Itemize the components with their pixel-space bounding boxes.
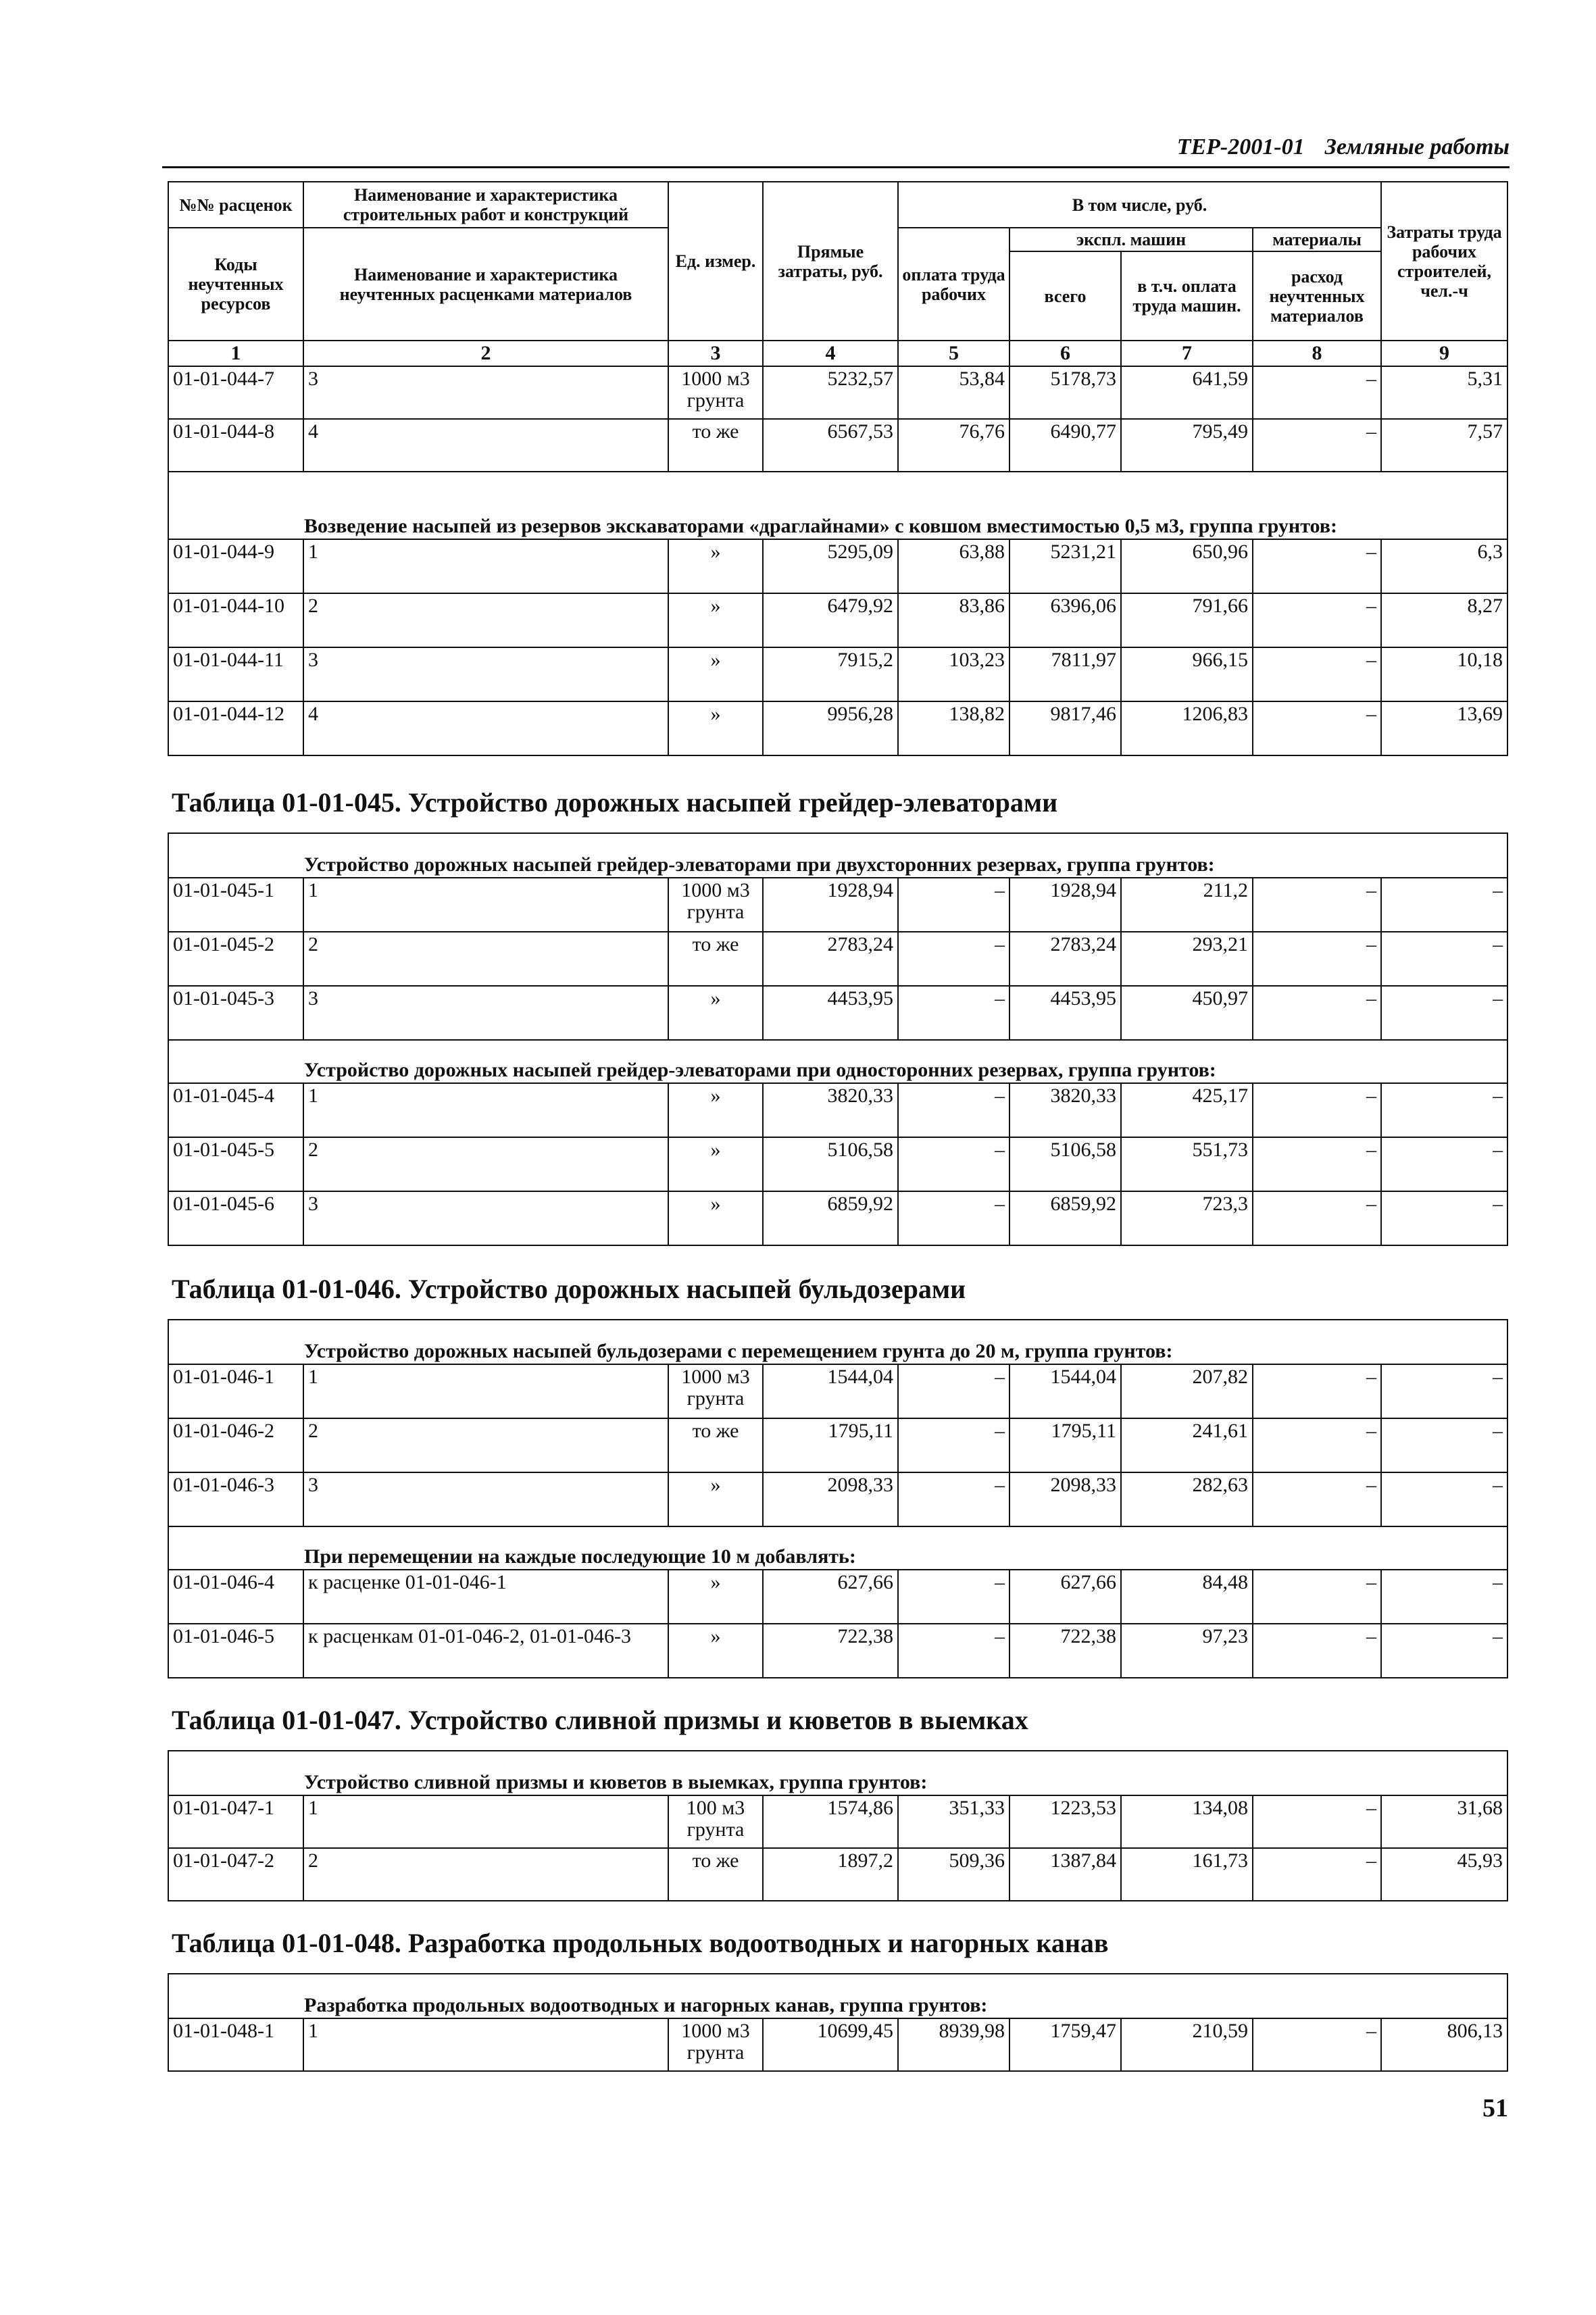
cell-unit: » [668,539,763,593]
table-row [168,1795,1507,1848]
col-header-worker-pay: оплата труда рабочих [898,228,1009,341]
cell-material-usage: – [1253,701,1381,755]
table-01-01-047 [168,1750,1508,1901]
cell-rate-code: 01-01-046-3 [168,1472,303,1526]
cell-work-name: 3 [303,647,668,701]
cell-unit: то же [668,1848,763,1901]
table-46-title: Таблица 01-01-046. Устройство дорожных насыпей бульдозерами [172,1274,966,1304]
cell-direct-cost: 6479,92 [763,593,898,647]
cell-machine-cost: 5106,58 [1009,1137,1121,1191]
cell-direct-cost: 7915,2 [763,647,898,701]
cell-work-name: 1 [303,1795,668,1848]
cell-rate-code: 01-01-047-2 [168,1848,303,1901]
cell-unit: » [668,1624,763,1678]
cell-rate-code: 01-01-044-12 [168,701,303,755]
cell-machine-cost: 6859,92 [1009,1191,1121,1245]
cell-machine-cost: 1223,53 [1009,1795,1121,1848]
cell-labor-hours: 8,27 [1381,593,1507,647]
cell-worker-pay: – [898,1570,1009,1624]
cell-unit: 1000 м3 грунта [668,878,763,932]
cell-labor-hours: – [1381,1137,1507,1191]
cell-worker-pay: – [898,1083,1009,1137]
cell-machine-cost: 627,66 [1009,1570,1121,1624]
cell-direct-cost: 6859,92 [763,1191,898,1245]
cell-unit: » [668,647,763,701]
cell-rate-code: 01-01-046-2 [168,1418,303,1472]
table-row [168,2018,1507,2071]
cell-labor-hours: 7,57 [1381,419,1507,472]
table-01-01-045 [168,832,1508,1246]
table-45-title: Таблица 01-01-045. Устройство дорожных насыпей грейдер-элеваторами [172,787,1058,818]
col-header-code: №№ расценок [168,182,303,228]
table-47-title: Таблица 01-01-047. Устройство сливной призмы и кюветов в выемках [172,1705,1028,1735]
col-header-mach-labor: в т.ч. оплата труда машин. [1121,251,1253,341]
cell-direct-cost: 4453,95 [763,986,898,1040]
col-header-machines: экспл. машин [1009,228,1253,251]
cell-machine-cost: 4453,95 [1009,986,1121,1040]
col-header-mach-total: всего [1009,251,1121,341]
cell-machine-labor: 795,49 [1121,419,1253,472]
cell-rate-code: 01-01-044-11 [168,647,303,701]
cell-rate-code: 01-01-045-5 [168,1137,303,1191]
cell-unit: 100 м3 грунта [668,1795,763,1848]
cell-rate-code: 01-01-048-1 [168,2018,303,2071]
table-row [168,419,1507,472]
cell-machine-cost: 1795,11 [1009,1418,1121,1472]
cell-material-usage: – [1253,1364,1381,1418]
cell-labor-hours: – [1381,1418,1507,1472]
cell-machine-cost: 2098,33 [1009,1472,1121,1526]
cell-work-name: 2 [303,932,668,986]
cell-labor-hours: – [1381,1570,1507,1624]
cell-machine-labor: 241,61 [1121,1418,1253,1472]
col-header-material: Наименование и характеристика неучтенных расценками материалов [303,228,668,341]
cell-work-name: 2 [303,1137,668,1191]
cell-material-usage: – [1253,1795,1381,1848]
cell-machine-cost: 722,38 [1009,1624,1121,1678]
table-row [168,932,1507,986]
cell-rate-code: 01-01-044-8 [168,419,303,472]
cell-direct-cost: 722,38 [763,1624,898,1678]
cell-worker-pay: – [898,932,1009,986]
table-row [168,878,1507,932]
cell-work-name: 4 [303,419,668,472]
cell-machine-labor: 641,59 [1121,366,1253,419]
cell-material-usage: – [1253,366,1381,419]
cell-worker-pay: – [898,1137,1009,1191]
col-header-mat-usage: расход неучтенных материалов [1253,251,1381,341]
cell-work-name: 3 [303,1472,668,1526]
cell-machine-cost: 5231,21 [1009,539,1121,593]
table-row [168,647,1507,701]
cell-work-name: 3 [303,986,668,1040]
section-title: Устройство дорожных насыпей грейдер-элеваторами при односторонних резервах, группа грунтов: [168,1040,1507,1083]
cell-unit: то же [668,1418,763,1472]
cell-labor-hours: – [1381,878,1507,932]
cell-machine-cost: 1928,94 [1009,878,1121,932]
cell-unit: » [668,986,763,1040]
cell-rate-code: 01-01-046-5 [168,1624,303,1678]
table-row [168,1083,1507,1137]
cell-direct-cost: 9956,28 [763,701,898,755]
cell-labor-hours: – [1381,986,1507,1040]
cell-material-usage: – [1253,539,1381,593]
cell-machine-labor: 84,48 [1121,1570,1253,1624]
cell-material-usage: – [1253,1137,1381,1191]
header-title: Земляные работы [1324,134,1510,159]
cell-labor-hours: – [1381,932,1507,986]
cell-direct-cost: 3820,33 [763,1083,898,1137]
cell-unit: » [668,701,763,755]
cell-machine-labor: 207,82 [1121,1364,1253,1418]
col-header-name: Наименование и характеристика строительных работ и конструкций [303,182,668,228]
cell-work-name: к расценке 01-01-046-1 [303,1570,668,1624]
cell-machine-cost: 1544,04 [1009,1364,1121,1418]
cell-machine-cost: 2783,24 [1009,932,1121,986]
cell-rate-code: 01-01-044-10 [168,593,303,647]
col-header-incl: В том числе, руб. [898,182,1381,228]
table-row [168,986,1507,1040]
cell-worker-pay: 103,23 [898,647,1009,701]
cell-rate-code: 01-01-045-2 [168,932,303,986]
cell-machine-labor: 293,21 [1121,932,1253,986]
cell-direct-cost: 5232,57 [763,366,898,419]
cell-worker-pay: 351,33 [898,1795,1009,1848]
cell-rate-code: 01-01-045-3 [168,986,303,1040]
cell-labor-hours: 10,18 [1381,647,1507,701]
cell-rate-code: 01-01-045-1 [168,878,303,932]
cell-work-name: 4 [303,701,668,755]
cell-unit: 1000 м3 грунта [668,2018,763,2071]
column-number-row: 1 2 3 4 5 6 7 8 9 [168,341,1507,366]
cell-unit: » [668,593,763,647]
cell-material-usage: – [1253,932,1381,986]
cell-direct-cost: 10699,45 [763,2018,898,2071]
col-header-direct: Прямые затраты, руб. [763,182,898,341]
cell-material-usage: – [1253,1848,1381,1901]
cell-labor-hours: 806,13 [1381,2018,1507,2071]
table-row [168,539,1507,593]
cell-direct-cost: 6567,53 [763,419,898,472]
cell-machine-labor: 425,17 [1121,1083,1253,1137]
cell-direct-cost: 5295,09 [763,539,898,593]
cell-machine-labor: 791,66 [1121,593,1253,647]
cell-machine-cost: 3820,33 [1009,1083,1121,1137]
cell-machine-labor: 97,23 [1121,1624,1253,1678]
cell-work-name: 1 [303,2018,668,2071]
cell-worker-pay: – [898,1364,1009,1418]
cell-machine-labor: 450,97 [1121,986,1253,1040]
section-title: Устройство сливной призмы и кюветов в выемках, группа грунтов: [168,1751,1507,1795]
cell-direct-cost: 1928,94 [763,878,898,932]
cell-work-name: 2 [303,593,668,647]
cell-direct-cost: 627,66 [763,1570,898,1624]
cell-material-usage: – [1253,1083,1381,1137]
table-row [168,1364,1507,1418]
cell-unit: » [668,1083,763,1137]
cell-unit: » [668,1472,763,1526]
col-header-labor-cost: Затраты труда рабочих строителей, чел.-ч [1381,182,1507,341]
cell-work-name: 1 [303,1364,668,1418]
cell-labor-hours: 6,3 [1381,539,1507,593]
cell-material-usage: – [1253,593,1381,647]
cell-worker-pay: – [898,1191,1009,1245]
cell-worker-pay: – [898,1472,1009,1526]
cell-labor-hours: – [1381,1472,1507,1526]
section-title: Устройство дорожных насыпей грейдер-элеваторами при двухсторонних резервах, группа грунтов: [168,833,1507,878]
cell-worker-pay: 53,84 [898,366,1009,419]
cell-material-usage: – [1253,878,1381,932]
page-header [162,132,1510,168]
cell-direct-cost: 2783,24 [763,932,898,986]
cell-machine-cost: 5178,73 [1009,366,1121,419]
cell-labor-hours: 5,31 [1381,366,1507,419]
table-01-01-044 [168,181,1508,756]
cell-machine-cost: 6490,77 [1009,419,1121,472]
cell-machine-cost: 7811,97 [1009,647,1121,701]
cell-labor-hours: 13,69 [1381,701,1507,755]
cell-material-usage: – [1253,419,1381,472]
col-header-materials: материалы [1253,228,1381,251]
section-title: Разработка продольных водоотводных и нагорных канав, группа грунтов: [168,1974,1507,2018]
cell-work-name: 1 [303,539,668,593]
cell-machine-labor: 650,96 [1121,539,1253,593]
cell-work-name: 1 [303,878,668,932]
cell-rate-code: 01-01-045-4 [168,1083,303,1137]
cell-labor-hours: – [1381,1191,1507,1245]
cell-unit: » [668,1570,763,1624]
cell-worker-pay: 83,86 [898,593,1009,647]
cell-material-usage: – [1253,1418,1381,1472]
table-row [168,1472,1507,1526]
cell-rate-code: 01-01-045-6 [168,1191,303,1245]
cell-unit: 1000 м3 грунта [668,366,763,419]
cell-labor-hours: 45,93 [1381,1848,1507,1901]
table-01-01-048 [168,1973,1508,2072]
cell-labor-hours: 31,68 [1381,1795,1507,1848]
header-code: ТЕР-2001-01 [1176,134,1305,159]
cell-unit: то же [668,419,763,472]
cell-unit: 1000 м3 грунта [668,1364,763,1418]
cell-labor-hours: – [1381,1364,1507,1418]
cell-machine-labor: 723,3 [1121,1191,1253,1245]
table-row [168,1624,1507,1678]
section-title: Возведение насыпей из резервов экскаваторами «драглайнами» с ковшом вместимостью 0,5 м3, группа грунтов: [168,472,1507,539]
cell-work-name: 3 [303,366,668,419]
cell-worker-pay: – [898,986,1009,1040]
cell-rate-code: 01-01-047-1 [168,1795,303,1848]
section-title: При перемещении на каждые последующие 10 м добавлять: [168,1526,1507,1570]
cell-work-name: 2 [303,1418,668,1472]
cell-worker-pay: 76,76 [898,419,1009,472]
cell-material-usage: – [1253,986,1381,1040]
cell-direct-cost: 1544,04 [763,1364,898,1418]
cell-machine-cost: 1387,84 [1009,1848,1121,1901]
table-48-title: Таблица 01-01-048. Разработка продольных водоотводных и нагорных канав [172,1928,1109,1958]
cell-work-name: 3 [303,1191,668,1245]
cell-unit: то же [668,932,763,986]
cell-machine-labor: 966,15 [1121,647,1253,701]
cell-worker-pay: – [898,878,1009,932]
cell-machine-labor: 161,73 [1121,1848,1253,1901]
cell-machine-cost: 6396,06 [1009,593,1121,647]
cell-direct-cost: 5106,58 [763,1137,898,1191]
cell-work-name: к расценкам 01-01-046-2, 01-01-046-3 [303,1624,668,1678]
cell-worker-pay: 138,82 [898,701,1009,755]
cell-machine-cost: 9817,46 [1009,701,1121,755]
cell-machine-labor: 551,73 [1121,1137,1253,1191]
cell-material-usage: – [1253,2018,1381,2071]
cell-machine-labor: 134,08 [1121,1795,1253,1848]
cell-machine-labor: 211,2 [1121,878,1253,932]
cell-material-usage: – [1253,1624,1381,1678]
cell-direct-cost: 1574,86 [763,1795,898,1848]
section-title: Устройство дорожных насыпей бульдозерами с перемещением грунта до 20 м, группа грунтов: [168,1320,1507,1364]
cell-material-usage: – [1253,1570,1381,1624]
cell-machine-labor: 1206,83 [1121,701,1253,755]
col-header-unit: Ед. измер. [668,182,763,341]
table-row [168,1191,1507,1245]
cell-machine-labor: 282,63 [1121,1472,1253,1526]
table-row [168,701,1507,755]
col-header-resource-code: Коды неучтенных ресурсов [168,228,303,341]
page-number: 51 [1482,2094,1508,2122]
table-01-01-046 [168,1319,1508,1678]
cell-machine-labor: 210,59 [1121,2018,1253,2071]
cell-worker-pay: 63,88 [898,539,1009,593]
cell-worker-pay: 509,36 [898,1848,1009,1901]
cell-material-usage: – [1253,647,1381,701]
cell-unit: » [668,1191,763,1245]
cell-unit: » [668,1137,763,1191]
cell-material-usage: – [1253,1191,1381,1245]
cell-labor-hours: – [1381,1624,1507,1678]
cell-direct-cost: 1795,11 [763,1418,898,1472]
table-row [168,1137,1507,1191]
cell-machine-cost: 1759,47 [1009,2018,1121,2071]
cell-rate-code: 01-01-046-1 [168,1364,303,1418]
table-row [168,1570,1507,1624]
cell-direct-cost: 2098,33 [763,1472,898,1526]
cell-worker-pay: 8939,98 [898,2018,1009,2071]
cell-rate-code: 01-01-046-4 [168,1570,303,1624]
cell-material-usage: – [1253,1472,1381,1526]
table-row [168,1418,1507,1472]
cell-rate-code: 01-01-044-9 [168,539,303,593]
table-row [168,593,1507,647]
cell-direct-cost: 1897,2 [763,1848,898,1901]
cell-worker-pay: – [898,1624,1009,1678]
table-row [168,366,1507,419]
cell-work-name: 1 [303,1083,668,1137]
cell-labor-hours: – [1381,1083,1507,1137]
cell-work-name: 2 [303,1848,668,1901]
table-row [168,1848,1507,1901]
cell-rate-code: 01-01-044-7 [168,366,303,419]
cell-worker-pay: – [898,1418,1009,1472]
